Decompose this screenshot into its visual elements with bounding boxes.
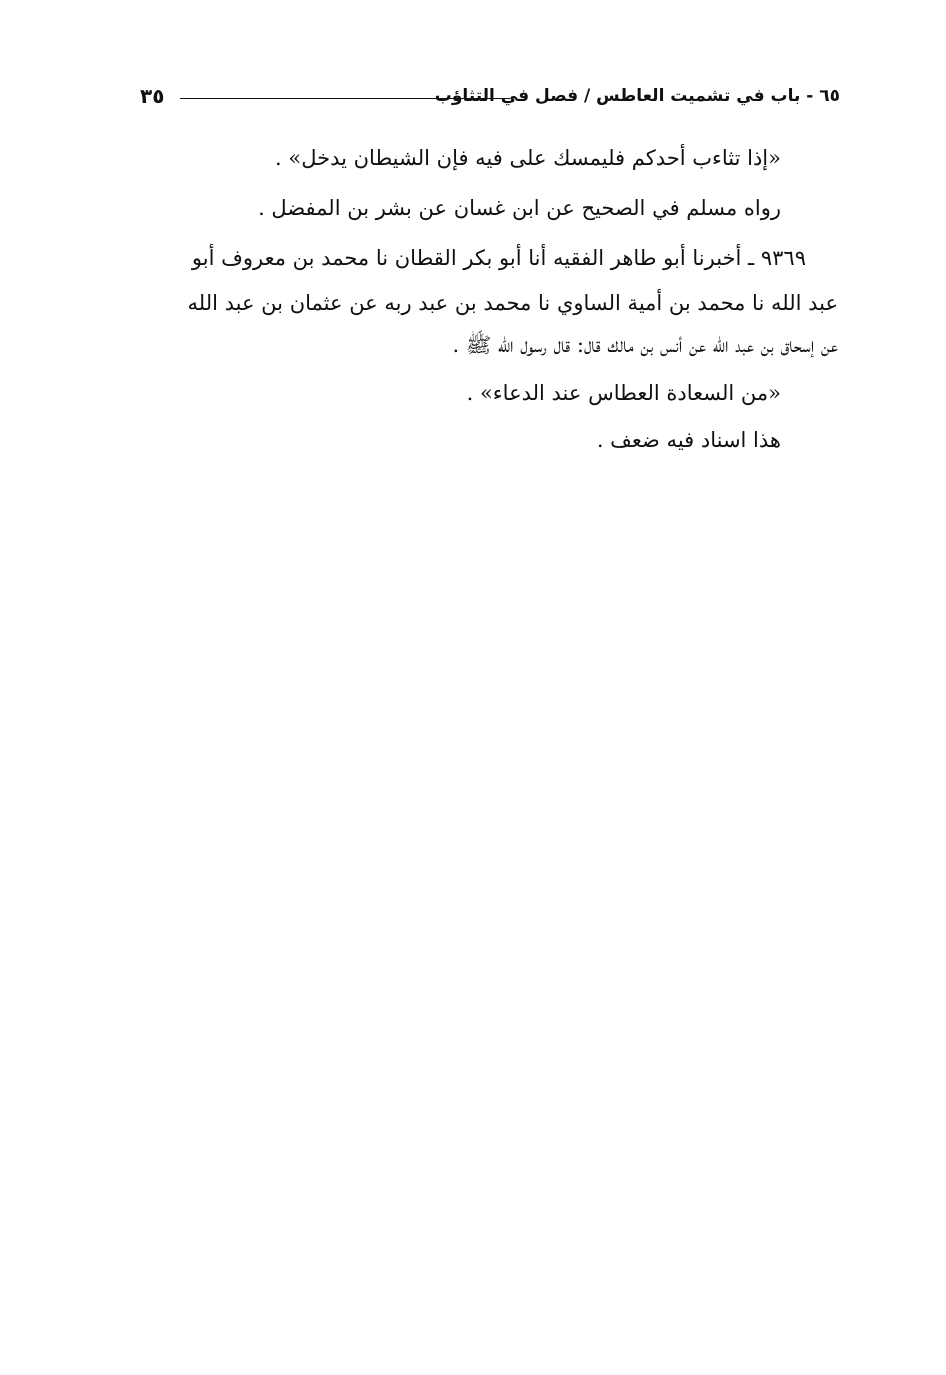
isnad-line-2: عبد الله نا محمد بن أمية الساوي نا محمد بن عبد ربه عن عثمان بن عبد الله [187,291,838,315]
page-header [140,82,840,116]
page-number: ٣٥ [140,84,165,108]
hadith-quote-sneezing: «من السعادة العطاس عند الدعاء» . [466,381,781,405]
isnad-line-1: ٩٣٦٩ ـ أخبرنا أبو طاهر الفقيه أنا أبو بكر القطان نا محمد بن معروف أبو [191,246,806,270]
isnad-line-3: عن إسحاق بن عبد الله عن أنس بن مالك قال: قال رسول الله ﷺ . [452,333,838,357]
header-rule [180,98,510,99]
grading-note: هذا اسناد فيه ضعف . [596,428,781,452]
hadith-quote-yawning: «إذا تثاءب أحدكم فليمسك على فيه فإن الشيطان يدخل» . [275,146,781,170]
narration-note: رواه مسلم في الصحيح عن ابن غسان عن بشر بن المفضل . [258,196,781,220]
running-title: ٦٥ - باب في تشميت العاطس / فصل في التثاؤب [434,86,840,106]
